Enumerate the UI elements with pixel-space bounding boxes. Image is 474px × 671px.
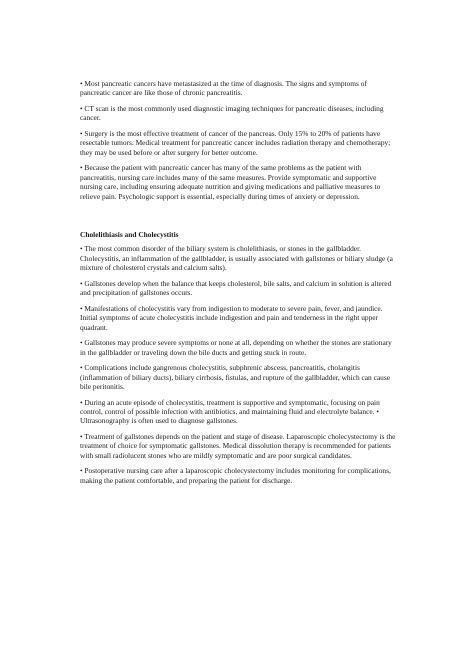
paragraph-treatment-options: • Treatment of gallstones depends on the patient and stage of disease. Laparoscopic cholecystectomy is the treatment of choice for symptomatic gallstones. Medical dissolution therapy is recommended for patients with small radiolucent stones who are mildly symptomatic and are poor surgical candidates. bbox=[80, 432, 396, 460]
paragraph-ct-scan: • CT scan is the most commonly used diagnostic imaging techniques for pancreatic diseases, including cancer. bbox=[80, 104, 384, 123]
paragraph-cholelithiasis: • The most common disorder of the biliary system is cholelithiasis, or stones in the gallbladder. Cholecystitis, an inflammation of the gallbladder, is usually associated with gallstones or biliary sludge (a mixture of cholesterol crystals and calcium salts). bbox=[80, 244, 393, 273]
paragraph-manifestations: • Manifestations of cholecystitis vary from indigestion to moderate to severe pain, fever, and jaundice. Initial symptoms of acute cholecystitis include indigestion and pain and tenderness in the right upper quadrant. bbox=[80, 303, 383, 332]
paragraph-acute-treatment: • During an acute episode of cholecystitis, treatment is supportive and symptomatic, focusing on pain control, control of possible infection with antibiotics, and maintaining fluid and electrolyte balance. • Ultrasonography is often used to diagnose gallstones. bbox=[80, 397, 380, 426]
paragraph-symptoms: • Gallstones may produce severe symptoms or none at all, depending on whether the stones are stationary in the gallbladder or traveling down the bile ducts and getting stuck in route. bbox=[80, 338, 392, 357]
paragraph-nursing-care: • Because the patient with pancreatic cancer has many of the same problems as the patient with pancreatitis, nursing care includes many of the same measures. Provide symptomatic and supportive nursing care, including ensuring adequate nutrition and giving medications and palliative measures to relieve pain. Psychologic support is essential, especially during times of anxiety or depression. bbox=[80, 163, 381, 201]
paragraph-gallstone-development: • Gallstones develop when the balance that keeps cholesterol, bile salts, and calcium in solution is altered and precipitation of gallstones occurs. bbox=[80, 278, 392, 298]
section-heading: Cholelithiasis and Cholecystitis bbox=[80, 230, 179, 240]
paragraph-postoperative-care: • Postoperative nursing care after a laparoscopic cholecystectomy includes monitoring for complications, making the patient comfortable, and preparing the patient for discharge. bbox=[80, 466, 391, 485]
paragraph-metastasis: • Most pancreatic cancers have metastasized at the time of diagnosis. The signs and symptoms of pancreatic cancer are like those of chronic pancreatitis. bbox=[80, 79, 367, 98]
document-body bbox=[80, 79, 398, 491]
paragraph-surgery: • Surgery is the most effective treatment of cancer of the pancreas. Only 15% to 20% of patients have resectable tumors. Medical treatment for pancreatic cancer includes radiation therapy and chemotherapy; they may be used before or after surgery for better outcome. bbox=[80, 129, 391, 157]
paragraph-complications: • Complications include gangrenous cholecystitis, subphrenic abscess, pancreatitis, cholangitis (inflammation of biliary ducts), biliary cirrhosis, fistulas, and rupture of the gallbladder, which can cause bile peritonitis. bbox=[80, 363, 391, 392]
